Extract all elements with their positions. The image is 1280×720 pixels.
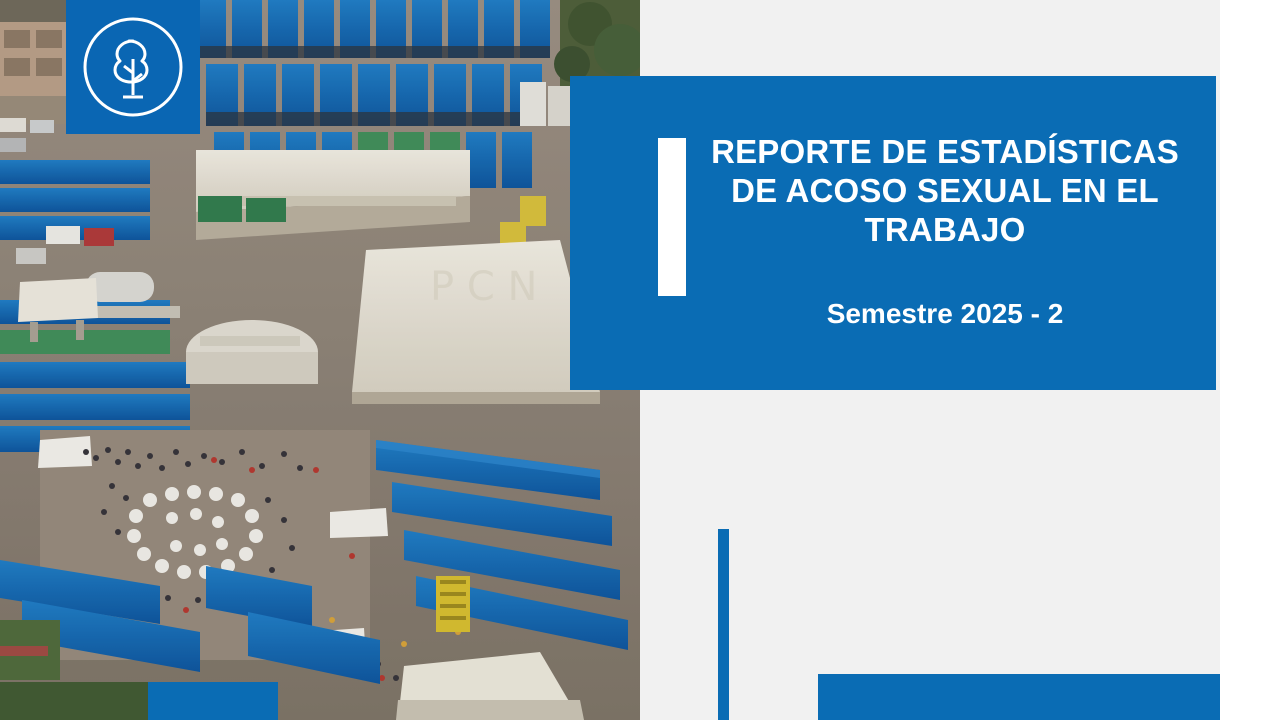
title-band	[570, 76, 1216, 390]
background-panel-white	[1220, 0, 1280, 720]
decorative-vertical-bar	[718, 529, 729, 720]
decorative-block-bottom-left	[148, 682, 278, 720]
logo-tile	[66, 0, 200, 134]
svg-text:P C N: P C N	[430, 264, 538, 310]
tree-in-circle-icon	[81, 15, 185, 119]
decorative-block-bottom-right	[818, 674, 1220, 720]
page-title: REPORTE DE ESTADÍSTICAS DE ACOSO SEXUAL EN EL TRABAJO	[711, 133, 1179, 248]
page-subtitle: Semestre 2025 - 2	[826, 298, 1064, 329]
title-accent-bar	[658, 138, 686, 296]
